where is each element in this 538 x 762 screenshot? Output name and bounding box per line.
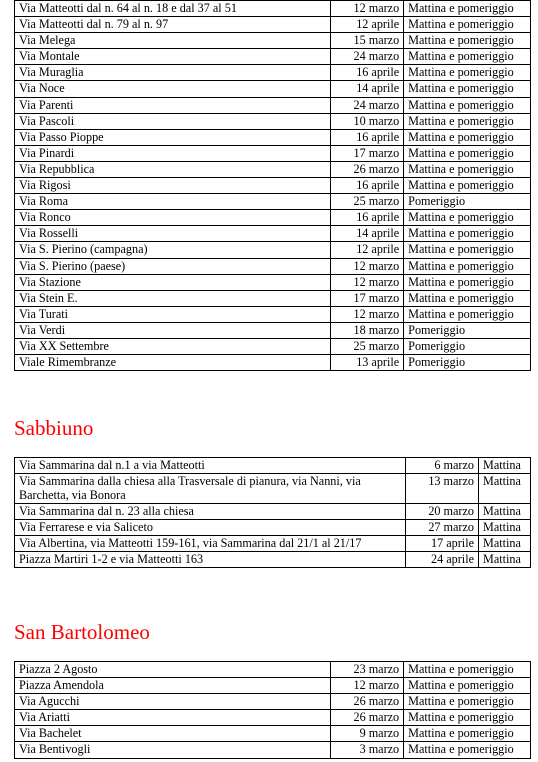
street-cell: Via Stein E.	[15, 290, 331, 306]
time-cell: Mattina e pomeriggio	[404, 210, 531, 226]
date-cell: 12 marzo	[331, 1, 404, 17]
time-cell: Mattina e pomeriggio	[404, 49, 531, 65]
table-row	[15, 194, 531, 210]
street-cell: Via Ariatti	[15, 710, 331, 726]
table-row	[15, 49, 531, 65]
table-row	[15, 306, 531, 322]
schedule-table-main	[14, 0, 531, 371]
table-row	[15, 355, 531, 371]
table-row	[15, 178, 531, 194]
table-row	[15, 129, 531, 145]
date-cell: 9 marzo	[331, 726, 404, 742]
table-row	[15, 17, 531, 33]
schedule-table-sabbiuno	[14, 457, 531, 568]
street-cell: Via Passo Pioppe	[15, 129, 331, 145]
time-cell: Pomeriggio	[404, 194, 531, 210]
schedule-table-san-bartolomeo	[14, 661, 531, 759]
date-cell: 17 aprile	[406, 536, 479, 552]
time-cell: Mattina e pomeriggio	[404, 1, 531, 17]
date-cell: 10 marzo	[331, 113, 404, 129]
street-cell: Via Montale	[15, 49, 331, 65]
date-cell: 12 marzo	[331, 258, 404, 274]
table-row	[15, 458, 531, 474]
table-row	[15, 742, 531, 758]
date-cell: 23 marzo	[331, 662, 404, 678]
table-row	[15, 161, 531, 177]
date-cell: 6 marzo	[406, 458, 479, 474]
time-cell: Mattina	[479, 520, 531, 536]
table-row	[15, 678, 531, 694]
time-cell: Mattina e pomeriggio	[404, 306, 531, 322]
street-cell: Via Parenti	[15, 97, 331, 113]
street-cell: Via Ronco	[15, 210, 331, 226]
table-row	[15, 322, 531, 338]
time-cell: Mattina	[479, 474, 531, 504]
table-row	[15, 97, 531, 113]
table-row	[15, 145, 531, 161]
time-cell: Mattina e pomeriggio	[404, 161, 531, 177]
date-cell: 12 aprile	[331, 242, 404, 258]
time-cell: Mattina e pomeriggio	[404, 81, 531, 97]
time-cell: Mattina e pomeriggio	[404, 274, 531, 290]
table-row	[15, 338, 531, 354]
street-cell: Via Ferrarese e via Saliceto	[15, 520, 406, 536]
time-cell: Pomeriggio	[404, 338, 531, 354]
table-row	[15, 474, 531, 504]
street-cell: Via Muraglia	[15, 65, 331, 81]
time-cell: Mattina	[479, 552, 531, 568]
time-cell: Mattina e pomeriggio	[404, 258, 531, 274]
street-cell: Via Agucchi	[15, 694, 331, 710]
date-cell: 16 aprile	[331, 210, 404, 226]
date-cell: 27 marzo	[406, 520, 479, 536]
date-cell: 26 marzo	[331, 161, 404, 177]
date-cell: 26 marzo	[331, 694, 404, 710]
table-row	[15, 662, 531, 678]
time-cell: Mattina e pomeriggio	[404, 678, 531, 694]
table-row	[15, 1, 531, 17]
street-cell: Via Rosselli	[15, 226, 331, 242]
street-cell: Via Sammarina dalla chiesa alla Trasversale di pianura, via Nanni, via Barchetta, via Bonora	[15, 474, 406, 504]
table-row	[15, 274, 531, 290]
street-cell: Via Sammarina dal n.1 a via Matteotti	[15, 458, 406, 474]
date-cell: 13 aprile	[331, 355, 404, 371]
table-row	[15, 520, 531, 536]
street-cell: Via Melega	[15, 33, 331, 49]
date-cell: 16 aprile	[331, 178, 404, 194]
date-cell: 25 marzo	[331, 194, 404, 210]
street-cell: Via Stazione	[15, 274, 331, 290]
date-cell: 12 aprile	[331, 17, 404, 33]
table-row	[15, 33, 531, 49]
table-row	[15, 242, 531, 258]
time-cell: Mattina	[479, 504, 531, 520]
date-cell: 24 aprile	[406, 552, 479, 568]
time-cell: Mattina e pomeriggio	[404, 97, 531, 113]
street-cell: Via S. Pierino (paese)	[15, 258, 331, 274]
street-cell: Via Pinardi	[15, 145, 331, 161]
street-cell: Piazza 2 Agosto	[15, 662, 331, 678]
street-cell: Via XX Settembre	[15, 338, 331, 354]
time-cell: Mattina e pomeriggio	[404, 65, 531, 81]
date-cell: 12 marzo	[331, 678, 404, 694]
table-row	[15, 710, 531, 726]
date-cell: 24 marzo	[331, 49, 404, 65]
time-cell: Mattina e pomeriggio	[404, 290, 531, 306]
date-cell: 26 marzo	[331, 710, 404, 726]
date-cell: 15 marzo	[331, 33, 404, 49]
time-cell: Mattina e pomeriggio	[404, 33, 531, 49]
street-cell: Piazza Amendola	[15, 678, 331, 694]
street-cell: Via Turati	[15, 306, 331, 322]
date-cell: 12 marzo	[331, 274, 404, 290]
date-cell: 16 aprile	[331, 129, 404, 145]
date-cell: 20 marzo	[406, 504, 479, 520]
time-cell: Mattina e pomeriggio	[404, 226, 531, 242]
date-cell: 12 marzo	[331, 306, 404, 322]
street-cell: Via Roma	[15, 194, 331, 210]
date-cell: 14 aprile	[331, 226, 404, 242]
time-cell: Mattina e pomeriggio	[404, 113, 531, 129]
street-cell: Via Sammarina dal n. 23 alla chiesa	[15, 504, 406, 520]
street-cell: Via Bentivogli	[15, 742, 331, 758]
time-cell: Mattina e pomeriggio	[404, 129, 531, 145]
time-cell: Pomeriggio	[404, 355, 531, 371]
street-cell: Via Matteotti dal n. 64 al n. 18 e dal 37 al 51	[15, 1, 331, 17]
table-row	[15, 81, 531, 97]
table-row	[15, 258, 531, 274]
time-cell: Mattina e pomeriggio	[404, 17, 531, 33]
street-cell: Viale Rimembranze	[15, 355, 331, 371]
street-cell: Via Repubblica	[15, 161, 331, 177]
time-cell: Mattina e pomeriggio	[404, 145, 531, 161]
street-cell: Via S. Pierino (campagna)	[15, 242, 331, 258]
time-cell: Pomeriggio	[404, 322, 531, 338]
table-row	[15, 552, 531, 568]
time-cell: Mattina e pomeriggio	[404, 726, 531, 742]
table-row	[15, 536, 531, 552]
table-row	[15, 694, 531, 710]
date-cell: 14 aprile	[331, 81, 404, 97]
date-cell: 24 marzo	[331, 97, 404, 113]
street-cell: Via Pascoli	[15, 113, 331, 129]
street-cell: Via Albertina, via Matteotti 159-161, via Sammarina dal 21/1 al 21/17	[15, 536, 406, 552]
table-row	[15, 113, 531, 129]
table-row	[15, 726, 531, 742]
section-heading-sabbiuno: Sabbiuno	[14, 416, 94, 440]
date-cell: 17 marzo	[331, 290, 404, 306]
table-row	[15, 226, 531, 242]
date-cell: 3 marzo	[331, 742, 404, 758]
street-cell: Piazza Martiri 1-2 e via Matteotti 163	[15, 552, 406, 568]
time-cell: Mattina e pomeriggio	[404, 662, 531, 678]
street-cell: Via Bachelet	[15, 726, 331, 742]
section-heading-san-bartolomeo: San Bartolomeo	[14, 620, 150, 644]
date-cell: 25 marzo	[331, 338, 404, 354]
time-cell: Mattina e pomeriggio	[404, 242, 531, 258]
date-cell: 17 marzo	[331, 145, 404, 161]
street-cell: Via Verdi	[15, 322, 331, 338]
time-cell: Mattina	[479, 536, 531, 552]
time-cell: Mattina	[479, 458, 531, 474]
table-row	[15, 504, 531, 520]
time-cell: Mattina e pomeriggio	[404, 742, 531, 758]
date-cell: 13 marzo	[406, 474, 479, 504]
street-cell: Via Matteotti dal n. 79 al n. 97	[15, 17, 331, 33]
time-cell: Mattina e pomeriggio	[404, 694, 531, 710]
table-row	[15, 290, 531, 306]
date-cell: 18 marzo	[331, 322, 404, 338]
time-cell: Mattina e pomeriggio	[404, 178, 531, 194]
street-cell: Via Rigosi	[15, 178, 331, 194]
street-cell: Via Noce	[15, 81, 331, 97]
time-cell: Mattina e pomeriggio	[404, 710, 531, 726]
table-row	[15, 65, 531, 81]
table-row	[15, 210, 531, 226]
date-cell: 16 aprile	[331, 65, 404, 81]
